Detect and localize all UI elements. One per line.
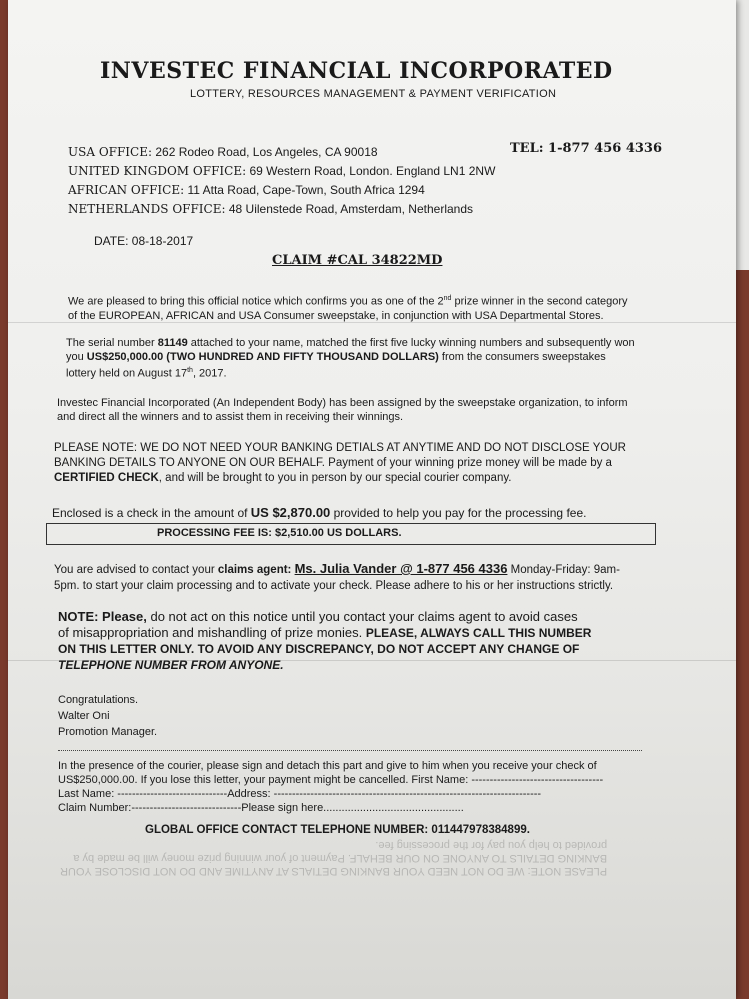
office-africa xyxy=(68,183,425,197)
office-uk xyxy=(68,164,495,178)
closing-signature xyxy=(58,692,157,740)
office-address: 48 Uilenstede Road, Amsterdam, Netherlands xyxy=(228,202,474,216)
office-netherlands xyxy=(68,202,473,216)
paragraph-claims-agent: You are advised to contact your claims agent: Ms. Julia Vander @ 1-877 456 4336 Monday-Friday: 9am- 5pm. to start your claim processing and to activate your check. Please adhere to his or her instructions strictly. xyxy=(54,561,620,592)
office-label: AFRICAN OFFICE: xyxy=(68,183,185,197)
paragraph-note-warning: NOTE: Please, do not act on this notice until you contact your claims agent to avoid cases of misappropriation and mishandling of prize monies. PLEASE, ALWAYS CALL THIS NUMBER ON THIS LETTER ONLY. TO AVOID ANY DISCREPANCY, DO NOT ACCEPT ANY CHANGE OF TELEPHONE NUMBER FROM ANYONE. xyxy=(58,609,592,672)
paragraph-enclosed-check: Enclosed is a check in the amount of US $2,870.00 provided to help you pay for the processing fee. xyxy=(52,505,587,520)
detach-section: In the presence of the courier, please sign and detach this part and give to him when you receive your check of US$250,000.00. If you lose this letter, your payment might be cancelled. First Name: ------------------------------------ Last Name: ------------------------------Address: ------------------------------------------------------------------------- Claim Number:------------------------------Please sign here.............................................. xyxy=(58,760,604,814)
telephone-number: TEL: 1-877 456 4336 xyxy=(510,141,662,156)
detach-claim-sign: Claim Number:------------------------------Please sign here.............................................. xyxy=(58,802,464,814)
processing-fee-box: PROCESSING FEE IS: $2,510.00 US DOLLARS. xyxy=(46,523,656,545)
prize-amount: US$250,000.00 (TWO HUNDRED AND FIFTY THOUSAND DOLLARS) xyxy=(86,351,439,363)
paragraph-assignment: Investec Financial Incorporated (An Independent Body) has been assigned by the sweepstake organization, to inform and direct all the winners and to assist them in receiving their winnings. xyxy=(57,397,628,423)
paragraph-announcement: We are pleased to bring this official notice which confirms you as one of the 2nd prize winner in the second category of the EUROPEAN, AFRICAN and USA Consumer sweepstake, in conjunction with USA Departmental Stores. xyxy=(68,295,628,322)
signer-name: Walter Oni xyxy=(58,710,110,722)
office-usa xyxy=(68,145,378,159)
certified-check: CERTIFIED CHECK xyxy=(54,472,159,484)
paragraph-serial: The serial number 81149 attached to your name, matched the first five lucky winning numbers and subsequently won you US$250,000.00 (TWO HUNDRED AND FIFTY THOUSAND DOLLARS) from the consumers sweepstakes lottery held on August 17th, 2017. xyxy=(66,337,635,380)
claims-agent-contact: Ms. Julia Vander @ 1-877 456 4336 xyxy=(294,561,508,576)
office-address: 262 Rodeo Road, Los Angeles, CA 90018 xyxy=(155,145,378,159)
detach-line xyxy=(58,750,642,751)
note-label: NOTE: Please, xyxy=(58,609,147,624)
serial-number: 81149 xyxy=(157,337,188,349)
signer-role: Promotion Manager. xyxy=(58,726,158,738)
letter-subtitle: LOTTERY, RESOURCES MANAGEMENT & PAYMENT VERIFICATION xyxy=(190,88,557,100)
office-label: USA OFFICE: xyxy=(68,145,153,159)
office-label: UNITED KINGDOM OFFICE: xyxy=(68,164,247,178)
office-label: NETHERLANDS OFFICE: xyxy=(68,202,226,216)
detach-fields: Last Name: ------------------------------Address: ------------------------------------------------------------------------- xyxy=(58,788,542,800)
check-amount: US $2,870.00 xyxy=(250,505,331,520)
letter-date: DATE: 08-18-2017 xyxy=(94,234,194,248)
office-address: 11 Atta Road, Cape-Town, South Africa 1294 xyxy=(187,183,425,197)
closing-congrats: Congratulations. xyxy=(58,694,139,706)
global-office-number: GLOBAL OFFICE CONTACT TELEPHONE NUMBER: 011447978384899. xyxy=(145,824,530,836)
office-address: 69 Western Road, London. England LN1 2NW xyxy=(249,164,496,178)
claim-number: CLAIM #CAL 34822MD xyxy=(272,253,443,268)
paragraph-please-note: PLEASE NOTE: WE DO NOT NEED YOUR BANKING DETIALS AT ANYTIME AND DO NOT DISCLOSE YOUR BANKING DETAILS TO ANYONE ON OUR BEHALF. Payment of your winning prize money will be made by a CERTIFIED CHECK, and will be brought to you in person by our special courier company. xyxy=(54,442,626,484)
show-through-text: PLEASE NOTE: WE DO NOT NEED YOUR BANKING DETIALS AT ANYTIME AND DO NOT DISCLOSE YOUR BANKING DETAILS TO ANYONE ON OUR BEHALF. Payment of your winning prize money will be made by a provided to help you pay for the processing fee. xyxy=(60,839,608,877)
letter-title: INVESTEC FINANCIAL INCORPORATED xyxy=(100,58,613,84)
